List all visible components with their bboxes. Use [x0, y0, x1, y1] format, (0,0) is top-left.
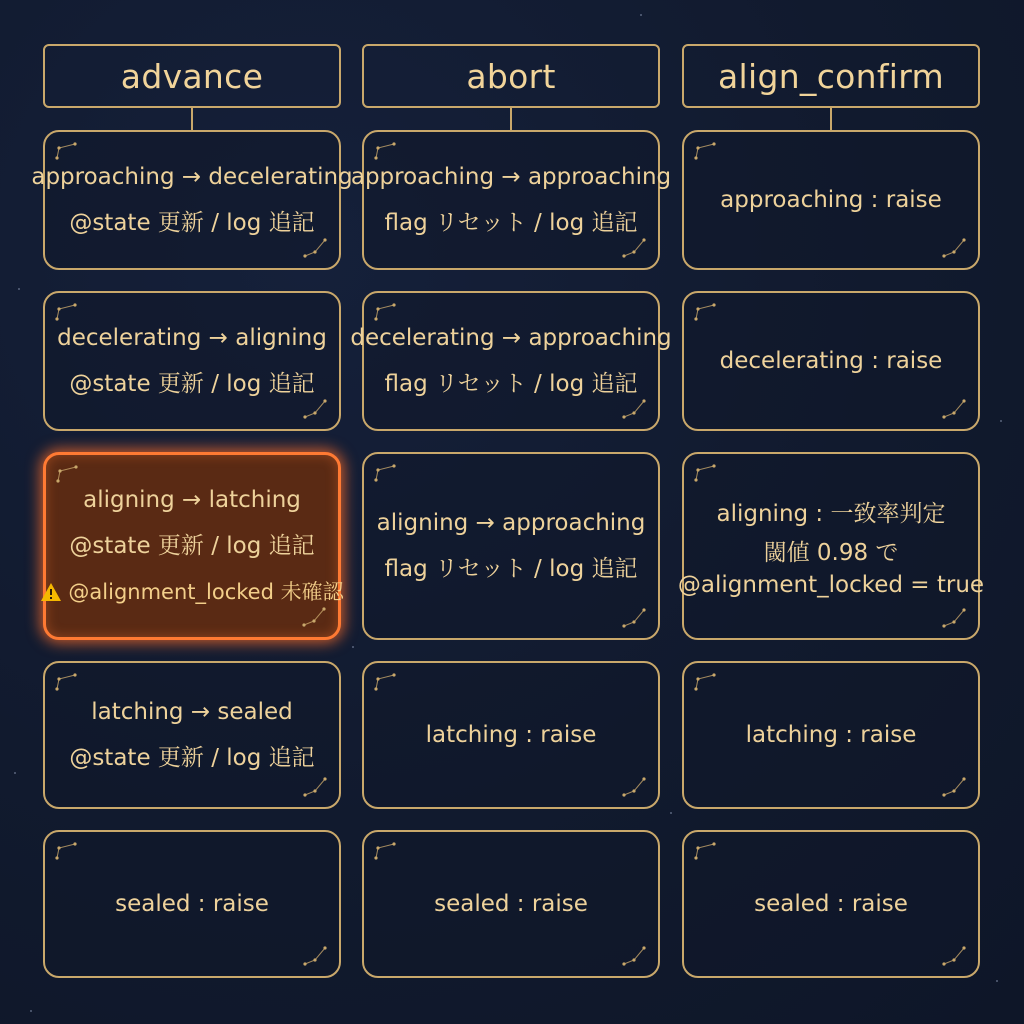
constellation-ornament-icon [372, 462, 400, 486]
constellation-ornament-icon [692, 840, 720, 864]
cell-text: 閾値 0.98 で [763, 540, 899, 566]
transition-cell-advance-row-1 [31, 130, 353, 270]
cell-text: aligning → latching [83, 487, 301, 513]
constellation-ornament-icon [372, 840, 400, 864]
cell-text: decelerating → approaching [350, 325, 672, 351]
transition-cell-align-confirm-row-1 [682, 130, 980, 270]
cell-text: @state 更新 / log 追記 [69, 371, 315, 397]
warning-text: @alignment_locked 未確認 [68, 580, 344, 604]
column-header-abort: abort [362, 44, 660, 108]
column-header-align-confirm: align_confirm [682, 44, 980, 108]
transition-cell-advance-row-4 [43, 661, 341, 809]
constellation-ornament-icon [692, 462, 720, 486]
cell-text: flag リセット / log 追記 [384, 210, 638, 236]
cell-text: sealed : raise [754, 891, 908, 917]
constellation-ornament-icon [53, 840, 81, 864]
constellation-ornament-icon [940, 775, 968, 799]
cell-text: latching : raise [425, 722, 597, 748]
constellation-ornament-icon [620, 606, 648, 630]
cell-text: approaching : raise [720, 187, 942, 213]
warning-note [40, 569, 343, 615]
transition-cell-abort-row-4 [362, 661, 660, 809]
constellation-ornament-icon [940, 397, 968, 421]
constellation-ornament-icon [692, 301, 720, 325]
transition-cell-abort-row-2 [350, 291, 672, 431]
constellation-ornament-icon [54, 463, 82, 487]
cell-text: aligning : 一致率判定 [716, 501, 946, 527]
cell-text: aligning → approaching [376, 510, 646, 536]
cell-text: @state 更新 / log 追記 [69, 533, 315, 559]
transition-cell-align-confirm-row-3 [677, 452, 985, 640]
header-connector [191, 108, 193, 130]
constellation-ornament-icon [620, 775, 648, 799]
transition-cell-align-confirm-row-5 [682, 830, 980, 978]
cell-text: @state 更新 / log 追記 [69, 745, 315, 771]
constellation-ornament-icon [940, 606, 968, 630]
transition-cell-align-confirm-row-4 [682, 661, 980, 809]
cell-text: latching → sealed [91, 699, 293, 725]
cell-text: approaching → decelerating [31, 164, 353, 190]
constellation-ornament-icon [692, 671, 720, 695]
constellation-ornament-icon [301, 944, 329, 968]
constellation-ornament-icon [940, 236, 968, 260]
cell-text: sealed : raise [434, 891, 588, 917]
cell-text: sealed : raise [115, 891, 269, 917]
constellation-ornament-icon [620, 944, 648, 968]
constellation-ornament-icon [692, 140, 720, 164]
constellation-ornament-icon [372, 671, 400, 695]
header-connector [510, 108, 512, 130]
column-header-advance: advance [43, 44, 341, 108]
cell-text: approaching → approaching [350, 164, 672, 190]
cell-text: decelerating → aligning [57, 325, 327, 351]
constellation-ornament-icon [53, 671, 81, 695]
transition-cell-advance-row-3 [43, 452, 344, 640]
transition-cell-abort-row-5 [362, 830, 660, 978]
cell-text: flag リセット / log 追記 [384, 556, 638, 582]
cell-text: flag リセット / log 追記 [384, 371, 638, 397]
cell-text: @alignment_locked = true [677, 572, 985, 598]
transition-cell-abort-row-1 [350, 130, 672, 270]
constellation-ornament-icon [940, 944, 968, 968]
transition-cell-align-confirm-row-2 [682, 291, 980, 431]
transition-cell-advance-row-2 [43, 291, 341, 431]
warning-icon [40, 582, 62, 602]
transition-cell-advance-row-5 [43, 830, 341, 978]
cell-text: @state 更新 / log 追記 [69, 210, 315, 236]
cell-text: decelerating : raise [719, 348, 943, 374]
cell-text: latching : raise [745, 722, 917, 748]
transition-cell-abort-row-3 [362, 452, 660, 640]
header-connector [830, 108, 832, 130]
